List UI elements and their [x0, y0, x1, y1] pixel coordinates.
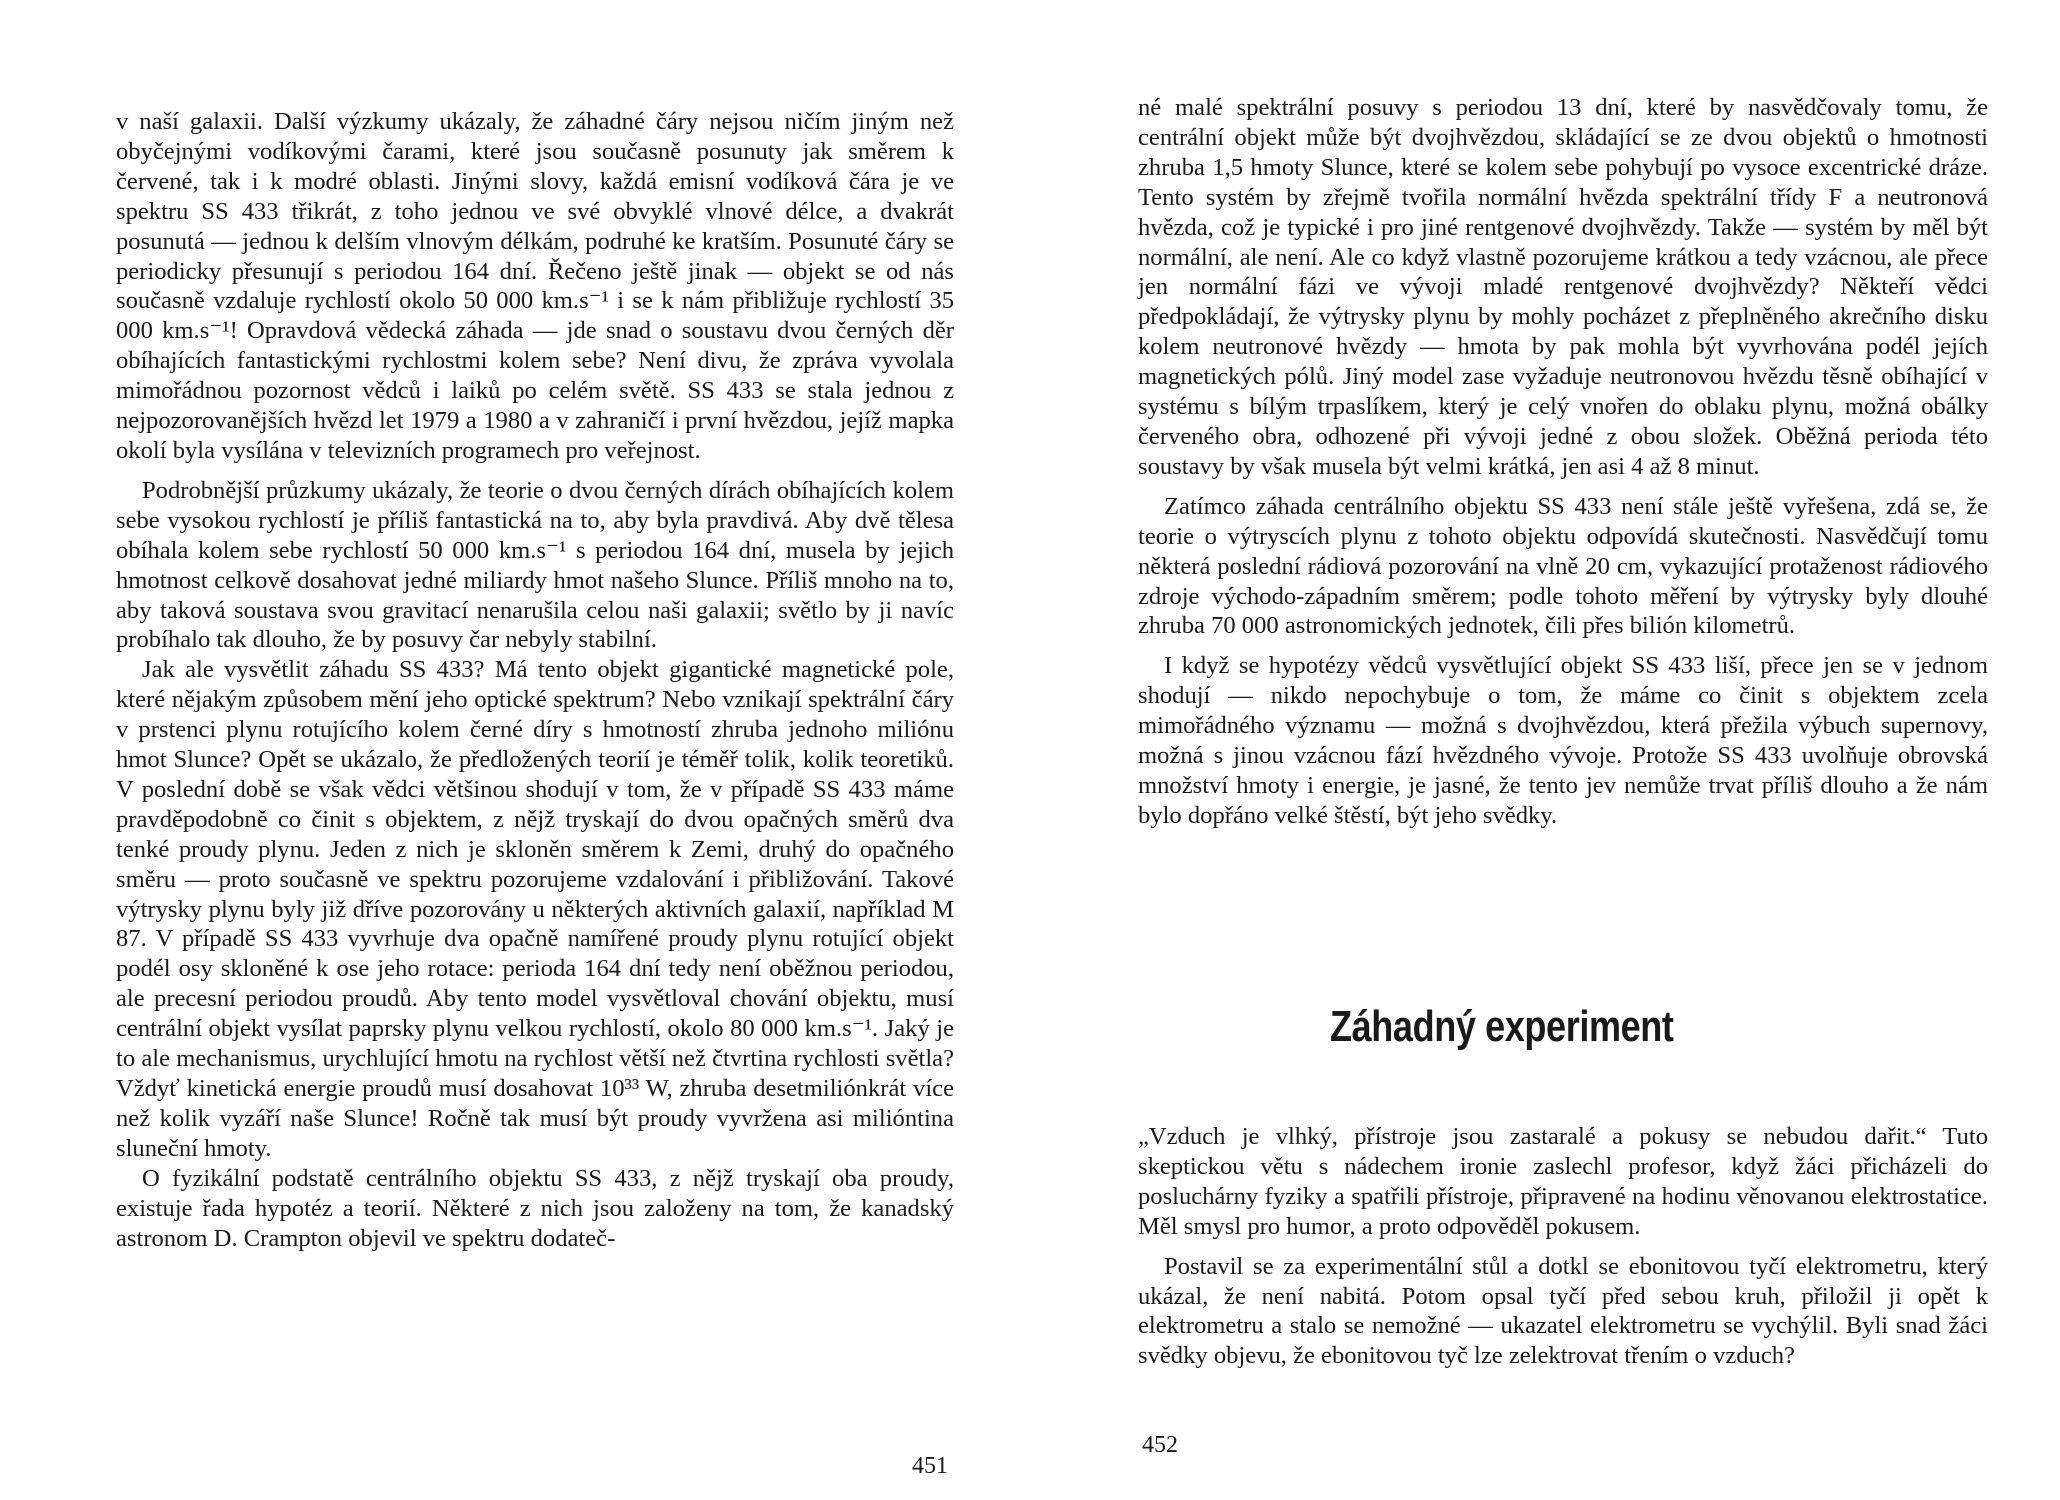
right-page: [1030, 0, 2060, 1500]
paragraph: „Vzduch je vlhký, přístroje jsou zastaralé a pokusy se nebudou dařit.“ Tuto skeptickou větu s nádechem ironie zaslechl profesor, když žáci přicházeli do posluchárny fyziky a spatřili přístroje, připravené na hodinu věnovanou elektrostatice. Měl smysl pro humor, a proto odpověděl pokusem.: [1138, 1123, 1988, 1240]
paragraph: Postavil se za experimentální stůl a dotkl se ebonitovou tyčí elektrometru, který ukázal, že není nabitá. Potom opsal tyčí před sebou kruh, přiložil ji opět k elektrometru a stalo se nemožné — ukazatel elektrometru se vychýlil. Byli snad žáci svědky objevu, že ebonitovou tyč lze zelektrovat třením o vzduch?: [1138, 1252, 1988, 1370]
page-number: 451: [912, 1453, 948, 1479]
paragraph: v naší galaxii. Další výzkumy ukázaly, že záhadné čáry nejsou ničím jiným než obyčejnými vodíkovými čarami, které jsou současně posunuty jak směrem k červené, tak i k modré oblasti. Jinými slovy, každá emisní vodíková čára je ve spektru SS 433 třikrát, z toho jednou ve své obvyklé vlnové délce, a dvakrát posunutá — jednou k delším vlnovým délkám, podruhé ke kratším. Posunuté čáry se periodicky přesunují s periodou 164 dní. Řečeno ještě jinak — objekt se od nás současně vzdaluje rychlostí okolo 50 000 km.s⁻¹ i se k nám přibližuje rychlostí 35 000 km.s⁻¹! Opravdová vědecká záhada — jde snad o soustavu dvou černých děr obíhajících fantastickými rychlostmi kolem sebe? Není divu, že zpráva vyvolala mimořádnou pozornost vědců i laiků po celém světě. SS 433 se stala jednou z nejpozorovanějších hvězd let 1979 a 1980 a v zahraničí i první hvězdou, jejíž mapka okolí byla vysílána v televizních programech pro veřejnost.: [116, 108, 954, 464]
paragraph: Jak ale vysvětlit záhadu SS 433? Má tento objekt gigantické magnetické pole, které nějakým způsobem mění jeho optické spektrum? Nebo vznikají spektrální čáry v prstenci plynu rotujícího kolem černé díry s hmotností zhruba jednoho miliónu hmot Slunce? Opět se ukázalo, že předložených teorií je téměř tolik, kolik teoretiků. V poslední době se však vědci většinou shodují v tom, že v případě SS 433 máme pravděpodobně co činit s objektem, z nějž tryskají do dvou opačných směrů dva tenké proudy plynu. Jeden z nich je skloněn směrem k Zemi, druhý do opačného směru — proto současně ve spektru pozorujeme vzdalování i přibližování. Takové výtrysky plynu byly již dříve pozorovány u některých aktivních galaxií, například M 87. V případě SS 433 vyvrhuje dva opačně namířené proudy plynu rotující objekt podél osy skloněné k ose jeho rotace: perioda 164 dní tedy není oběžnou periodou, ale precesní periodou proudů. Aby tento model vysvětloval chování objektu, musí centrální objekt vysílat paprsky plynu velkou rychlostí, okolo 80 000 km.s⁻¹. Jaký je to ale mechanismus, urychlující hmotu na rychlost větší než čtvrtina rychlosti světla? Vždyť kinetická energie proudů musí dosahovat 10³³ W, zhruba desetmiliónkrát více než kolik vyzáří naše Slunce! Ročně tak musí být proudy vyvrženа asi milióntina sluneční hmoty.: [116, 656, 954, 1162]
paragraph: I když se hypotézy vědců vysvětlující objekt SS 433 liší, přece jen se v jednom shodují — nikdo nepochybuje o tom, že máme co činit s objektem zcela mimořádného významu — možná s dvojhvězdou, která přežila výbuch supernovy, možná s jinou vzácnou fází hvězdného vývoje. Protože SS 433 uvolňuje obrovská množství hmoty i energie, je jasné, že tento jev nemůže trvat příliš dlouho a že nám bylo dopřáno velké štěstí, být jeho svědky.: [1138, 652, 1988, 829]
page-number: 452: [1142, 1432, 1178, 1458]
right-text-column: [1138, 93, 1988, 831]
section-text-column: [1138, 1122, 1988, 1371]
paragraph: Podrobnější průzkumy ukázaly, že teorie o dvou černých dírách obíhajících kolem sebe vysokou rychlostí je příliš fantastická na to, aby byla pravdivá. Aby dvě tělesa obíhala kolem sebe rychlostí 50 000 km.s⁻¹ s periodou 164 dní, musela by jejich hmotnost celkově dosahovat jedné miliardy hmot našeho Slunce. Příliš mnoho na to, aby taková soustava svou gravitací nenarušila celou naši galaxii; světlo by ji navíc probíhalo tak dlouho, že by posuvy čar nebyly stabilní.: [116, 476, 954, 654]
paragraph: né malé spektrální posuvy s periodou 13 dní, které by nasvědčovaly tomu, že centrální objekt může být dvojhvězdou, skládající se ze dvou objektů o hmotnosti zhruba 1,5 hmoty Slunce, které se kolem sebe pohybují po vysoce excentrické dráze. Tento systém by zřejmě tvořila normální hvězda spektrální třídy F a neutronová hvězda, což je typické i pro jiné rentgenové dvojhvězdy. Takže — systém by měl být normální, ale není. Ale co když vlastně pozorujeme krátkou a tedy vzácnou, ale přece jen normální fázi ve vývoji mladé rentgenové dvojhvězdy? Někteří vědci předpokládají, že výtrysky plynu by mohly pocházet z přeplněného akrečního disku kolem neutronové hvězdy — hmota by pak mohla být vyvrhována podél jejích magnetických pólů. Jiný model zase vyžaduje neutronovou hvězdu těsně obíhající v systému s bílým trpaslíkem, který je celý vnořen do oblaku plynu, možná obálky červeného obra, odhozené při vývoji jedné z obou složek. Oběžná perioda této soustavy by však musela být velmi krátká, jen asi 4 až 8 minut.: [1138, 94, 1988, 480]
left-text-column: [116, 107, 954, 1253]
section-heading: Záhadný experiment: [1330, 1002, 1674, 1051]
paragraph: Zatímco záhada centrálního objektu SS 433 není stále ještě vyřešena, zdá se, že teorie o výtryscích plynu z tohoto objektu odpovídá skutečnosti. Nasvědčují tomu některá poslední rádiová pozorování na vlně 20 cm, vykazující protaženost rádiového zdroje východo-západním směrem; podle tohoto měření by výtrysky byly dlouhé zhruba 70 000 astronomických jednotek, čili přes bilión kilometrů.: [1138, 492, 1988, 640]
paragraph: O fyzikální podstatě centrálního objektu SS 433, z nějž tryskají oba proudy, existuje řada hypotéz a teorií. Některé z nich jsou založeny na tom, že kanadský astronom D. Crampton objevil ve spektru dodateč-: [116, 1164, 954, 1252]
